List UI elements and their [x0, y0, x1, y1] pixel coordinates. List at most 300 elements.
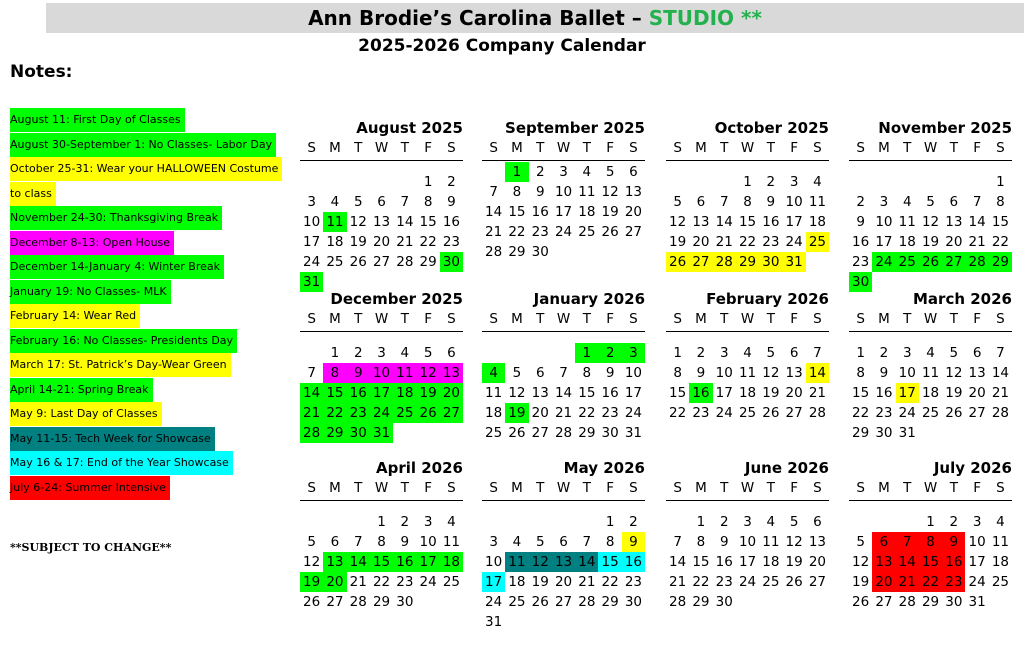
weekday-label: T [720, 311, 729, 327]
day-cell: 2 [629, 514, 638, 530]
day-cell: 30 [849, 272, 872, 292]
header-divider [849, 331, 1012, 332]
day-cell: 25 [485, 425, 503, 441]
day-cell: 18 [326, 234, 344, 250]
weekday-label: T [582, 140, 591, 156]
day-cell: 18 [738, 385, 757, 401]
day-cell: 12 [921, 214, 940, 230]
day-cell: 2 [856, 194, 865, 210]
day-cell: 16 [393, 552, 416, 572]
day-cell: 4 [512, 534, 522, 550]
day-cell: 23 [601, 405, 619, 421]
day-cell: 28 [808, 405, 827, 421]
day-cell: 14 [968, 214, 986, 230]
day-cell: 11 [485, 385, 503, 401]
weekday-label: S [813, 140, 822, 156]
day-cell: 2 [447, 174, 456, 190]
day-cell: 3 [719, 345, 729, 361]
day-cell: 10 [485, 554, 503, 570]
day-cell: 20 [968, 385, 986, 401]
month-calendar [666, 458, 829, 612]
day-cell: 6 [559, 534, 568, 550]
day-cell: 9 [942, 532, 965, 552]
day-cell: 5 [789, 514, 799, 530]
day-cell: 20 [945, 234, 963, 250]
day-cell: 14 [347, 552, 370, 572]
day-cell: 28 [485, 244, 503, 260]
day-cell: 17 [715, 385, 733, 401]
note-text: October 25-31: Wear your HALLOWEEN Costume [10, 157, 282, 181]
day-cell: 10 [968, 534, 986, 550]
weekday-label: S [629, 480, 638, 496]
day-cell: 1 [330, 345, 340, 361]
weekday-label: F [790, 140, 799, 156]
weekday-label: S [489, 140, 498, 156]
weekday-label: S [673, 480, 682, 496]
weekday-label: T [903, 140, 912, 156]
day-cell: 4 [330, 194, 340, 210]
day-cell: 15 [578, 385, 596, 401]
day-cell: 17 [554, 204, 573, 220]
day-cell: 3 [423, 514, 433, 530]
day-cell: 8 [423, 194, 433, 210]
month-title: May 2026 [563, 459, 645, 477]
note-item [10, 329, 300, 354]
day-cell: 24 [554, 224, 573, 240]
month-calendar [300, 289, 463, 443]
day-cell: 7 [719, 194, 729, 210]
day-cell: 8 [673, 365, 682, 381]
note-item [10, 304, 300, 329]
note-item [10, 476, 300, 501]
day-cell: 21 [485, 224, 503, 240]
day-cell: 14 [991, 365, 1010, 381]
day-cell: 24 [785, 234, 803, 250]
day-cell: 14 [300, 383, 323, 403]
day-cell: 24 [624, 405, 643, 421]
weekday-label: F [606, 140, 615, 156]
day-cell: 9 [347, 363, 370, 383]
weekday-label: M [511, 140, 523, 156]
day-cell: 29 [578, 425, 596, 441]
day-cell: 12 [303, 554, 321, 570]
weekday-label: W [923, 311, 938, 327]
month-title: April 2026 [376, 459, 463, 477]
day-cell: 5 [766, 345, 776, 361]
day-cell: 16 [622, 552, 645, 572]
day-cell: 15 [323, 383, 346, 403]
day-cell: 7 [489, 184, 498, 200]
day-cell: 10 [738, 534, 757, 550]
day-cell: 30 [759, 252, 782, 272]
day-cell: 6 [972, 345, 982, 361]
day-cell: 26 [852, 594, 870, 610]
weekday-label: M [695, 140, 707, 156]
note-text: March 17: St. Patrick’s Day-Wear Green [10, 353, 231, 377]
day-cell: 11 [921, 365, 940, 381]
day-cell: 12 [852, 554, 870, 570]
day-cell: 20 [554, 574, 573, 590]
weekday-label: W [374, 480, 389, 496]
weekday-label: T [536, 480, 545, 496]
day-cell: 12 [349, 214, 367, 230]
day-cell: 8 [605, 534, 615, 550]
day-cell: 22 [919, 572, 942, 592]
day-cell: 22 [419, 234, 437, 250]
day-cell: 5 [307, 534, 316, 550]
day-cell: 12 [669, 214, 687, 230]
weekday-label: M [878, 311, 890, 327]
day-cell: 6 [330, 534, 340, 550]
day-cell: 26 [945, 405, 963, 421]
weekday-label: S [489, 311, 498, 327]
day-cell: 6 [696, 194, 706, 210]
day-cell: 9 [696, 365, 706, 381]
weekday-label: T [766, 140, 775, 156]
day-cell: 16 [715, 554, 733, 570]
note-item [10, 353, 300, 378]
weekday-label: T [949, 140, 958, 156]
day-cell: 21 [396, 234, 414, 250]
day-cell: 28 [349, 594, 367, 610]
day-cell: 3 [789, 174, 799, 190]
day-cell: 12 [762, 365, 780, 381]
day-cell: 15 [692, 554, 710, 570]
day-cell: 10 [715, 365, 733, 381]
day-cell: 16 [762, 214, 780, 230]
weekday-label: S [856, 311, 865, 327]
day-cell: 20 [323, 572, 346, 592]
day-cell: 19 [416, 383, 439, 403]
day-cell: 22 [578, 405, 596, 421]
day-cell: 11 [323, 212, 346, 232]
day-cell: 19 [601, 204, 619, 220]
day-cell: 25 [326, 254, 344, 270]
day-cell: 1 [423, 174, 433, 190]
day-cell: 17 [624, 385, 643, 401]
day-cell: 20 [808, 554, 827, 570]
day-cell: 3 [489, 534, 498, 550]
note-text: December 14-January 4: Winter Break [10, 255, 224, 279]
day-cell: 11 [762, 534, 780, 550]
weekday-label: T [903, 480, 912, 496]
day-cell: 22 [852, 405, 870, 421]
day-cell: 31 [624, 425, 643, 441]
note-item [10, 427, 300, 452]
day-cell: 25 [393, 403, 416, 423]
weekday-label: S [629, 140, 638, 156]
day-cell: 27 [554, 594, 573, 610]
day-cell: 29 [508, 244, 526, 260]
day-cell: 20 [624, 204, 643, 220]
weekday-label: S [996, 311, 1005, 327]
day-cell: 4 [926, 345, 935, 361]
day-cell: 19 [762, 385, 780, 401]
day-cell: 12 [508, 385, 526, 401]
day-cell: 30 [531, 244, 549, 260]
day-cell: 25 [738, 405, 757, 421]
weekday-label: W [556, 311, 571, 327]
day-cell: 12 [601, 184, 619, 200]
day-cell: 2 [353, 345, 363, 361]
month-title: October 2025 [714, 119, 829, 137]
note-text: December 8-13: Open House [10, 231, 174, 255]
day-cell: 11 [505, 552, 528, 572]
note-item [10, 157, 300, 182]
day-cell: 24 [303, 254, 321, 270]
day-cell: 14 [554, 385, 573, 401]
month-calendar [849, 118, 1012, 292]
day-cell: 7 [673, 534, 682, 550]
note-item [10, 280, 300, 305]
day-cell: 10 [875, 214, 893, 230]
day-cell: 22 [323, 403, 346, 423]
day-cell: 9 [400, 534, 410, 550]
day-cell: 23 [531, 224, 549, 240]
day-cell: 23 [396, 574, 414, 590]
weekday-label: T [536, 140, 545, 156]
day-cell: 29 [323, 423, 346, 443]
weekday-label: W [740, 140, 755, 156]
day-cell: 21 [669, 574, 687, 590]
day-cell: 24 [872, 252, 895, 272]
day-cell: 15 [419, 214, 437, 230]
note-item [10, 378, 300, 403]
day-cell: 17 [416, 552, 439, 572]
note-text: May 11-15: Tech Week for Showcase [10, 427, 215, 451]
day-cell: 22 [601, 574, 619, 590]
month-calendar [849, 289, 1012, 443]
day-cell: 3 [622, 343, 645, 363]
day-cell: 23 [852, 254, 870, 270]
weekday-label: T [766, 311, 775, 327]
day-cell: 15 [919, 552, 942, 572]
weekday-label: W [556, 480, 571, 496]
day-cell: 12 [945, 365, 963, 381]
day-cell: 23 [942, 572, 965, 592]
weekday-label: T [536, 311, 545, 327]
day-cell: 18 [808, 214, 827, 230]
note-text: August 11: First Day of Classes [10, 108, 185, 132]
day-cell: 27 [875, 594, 893, 610]
day-cell: 24 [898, 405, 916, 421]
day-cell: 31 [485, 614, 503, 630]
day-cell: 31 [370, 423, 393, 443]
day-cell: 1 [856, 345, 865, 361]
weekday-label: M [511, 480, 523, 496]
month-calendar [666, 118, 829, 272]
day-cell: 14 [896, 552, 919, 572]
day-cell: 13 [872, 552, 895, 572]
weekday-label: T [354, 480, 363, 496]
day-cell: 29 [419, 254, 437, 270]
day-cell: 17 [370, 383, 393, 403]
day-cell: 26 [416, 403, 439, 423]
weekday-label: T [766, 480, 775, 496]
day-cell: 29 [736, 252, 759, 272]
day-cell: 19 [300, 572, 323, 592]
day-cell: 6 [872, 532, 895, 552]
day-cell: 19 [785, 554, 803, 570]
day-cell: 9 [622, 532, 645, 552]
weekday-label: S [673, 311, 682, 327]
day-cell: 21 [349, 574, 367, 590]
day-cell: 6 [447, 345, 456, 361]
day-cell: 8 [582, 365, 592, 381]
day-cell: 21 [968, 234, 986, 250]
day-cell: 6 [377, 194, 386, 210]
weekday-label: W [556, 140, 571, 156]
day-cell: 21 [554, 405, 573, 421]
day-cell: 21 [808, 385, 827, 401]
day-cell: 18 [762, 554, 780, 570]
day-cell: 7 [996, 345, 1005, 361]
day-cell: 20 [785, 385, 803, 401]
day-cell: 6 [535, 365, 545, 381]
day-cell: 15 [852, 385, 870, 401]
day-cell: 11 [738, 365, 757, 381]
day-cell: 7 [559, 365, 568, 381]
day-cell: 20 [372, 234, 391, 250]
day-cell: 26 [785, 574, 803, 590]
day-cell: 10 [785, 194, 803, 210]
day-cell: 21 [578, 574, 596, 590]
calendar-subtitle: 2025-2026 Company Calendar [358, 36, 646, 56]
day-cell: 14 [715, 214, 733, 230]
header-divider [300, 160, 463, 161]
day-cell: 11 [442, 534, 461, 550]
title-studio: STUDIO ** [648, 6, 762, 30]
day-cell: 5 [353, 194, 363, 210]
day-cell: 26 [303, 594, 321, 610]
day-cell: 1 [673, 345, 682, 361]
day-cell: 1 [696, 514, 706, 530]
header-divider [849, 160, 1012, 161]
day-cell: 26 [601, 224, 619, 240]
note-text: April 14-21: Spring Break [10, 378, 153, 402]
day-cell: 16 [875, 385, 893, 401]
day-cell: 25 [508, 594, 526, 610]
weekday-label: T [582, 311, 591, 327]
day-cell: 27 [531, 425, 549, 441]
weekday-label: F [973, 311, 982, 327]
day-cell: 14 [575, 552, 598, 572]
day-cell: 29 [989, 252, 1012, 272]
day-cell: 27 [372, 254, 391, 270]
day-cell: 27 [942, 252, 965, 272]
weekday-label: M [695, 311, 707, 327]
weekday-label: T [400, 140, 409, 156]
day-cell: 30 [624, 594, 643, 610]
weekday-label: S [856, 140, 865, 156]
weekday-label: S [307, 480, 316, 496]
month-title: September 2025 [505, 119, 645, 137]
day-cell: 26 [919, 252, 942, 272]
day-cell: 14 [806, 363, 829, 383]
day-cell: 27 [440, 403, 463, 423]
day-cell: 4 [766, 514, 776, 530]
weekday-label: S [489, 480, 498, 496]
day-cell: 13 [968, 365, 986, 381]
day-cell: 22 [692, 574, 710, 590]
weekday-label: T [400, 311, 409, 327]
day-cell: 15 [669, 385, 687, 401]
day-cell: 7 [582, 534, 592, 550]
header-divider [482, 160, 645, 161]
day-cell: 13 [552, 552, 575, 572]
day-cell: 3 [743, 514, 752, 530]
day-cell: 3 [307, 194, 316, 210]
day-cell: 18 [508, 574, 526, 590]
day-cell: 30 [715, 594, 733, 610]
title-main: Ann Brodie’s Carolina Ballet – [308, 6, 649, 30]
day-cell: 7 [813, 345, 822, 361]
day-cell: 4 [447, 514, 456, 530]
day-cell: 24 [370, 403, 393, 423]
day-cell: 3 [879, 194, 889, 210]
day-cell: 10 [554, 184, 573, 200]
day-cell: 15 [598, 552, 621, 572]
note-text: to class [10, 182, 56, 206]
day-cell: 29 [852, 425, 870, 441]
day-cell: 15 [370, 552, 393, 572]
day-cell: 23 [624, 574, 643, 590]
day-cell: 16 [531, 204, 549, 220]
day-cell: 31 [968, 594, 986, 610]
header-divider [482, 500, 645, 501]
note-text: May 9: Last Day of Classes [10, 402, 162, 426]
weekday-label: S [447, 480, 456, 496]
day-cell: 5 [856, 534, 865, 550]
weekday-label: S [996, 140, 1005, 156]
note-item [10, 451, 300, 476]
weekday-label: T [720, 480, 729, 496]
day-cell: 11 [808, 194, 827, 210]
day-cell: 13 [531, 385, 549, 401]
day-cell: 28 [898, 594, 916, 610]
day-cell: 26 [666, 252, 689, 272]
day-cell: 17 [896, 383, 919, 403]
day-cell: 7 [353, 534, 363, 550]
day-cell: 25 [921, 405, 940, 421]
day-cell: 2 [535, 164, 545, 180]
day-cell: 24 [485, 594, 503, 610]
day-cell: 10 [624, 365, 643, 381]
day-cell: 12 [416, 363, 439, 383]
weekday-label: S [447, 140, 456, 156]
weekday-label: F [790, 311, 799, 327]
day-cell: 17 [738, 554, 757, 570]
day-cell: 26 [531, 594, 549, 610]
day-cell: 11 [898, 214, 916, 230]
day-cell: 21 [300, 403, 323, 423]
day-cell: 23 [762, 234, 780, 250]
day-cell: 2 [879, 345, 889, 361]
day-cell: 8 [377, 534, 386, 550]
note-item [10, 108, 300, 133]
day-cell: 7 [896, 532, 919, 552]
day-cell: 13 [692, 214, 710, 230]
day-cell: 28 [965, 252, 988, 272]
note-item [10, 206, 300, 231]
day-cell: 2 [766, 174, 776, 190]
weekday-label: T [400, 480, 409, 496]
day-cell: 3 [559, 164, 568, 180]
weekday-label: F [973, 140, 982, 156]
day-cell: 16 [852, 234, 870, 250]
day-cell: 10 [370, 363, 393, 383]
day-cell: 1 [926, 514, 935, 530]
